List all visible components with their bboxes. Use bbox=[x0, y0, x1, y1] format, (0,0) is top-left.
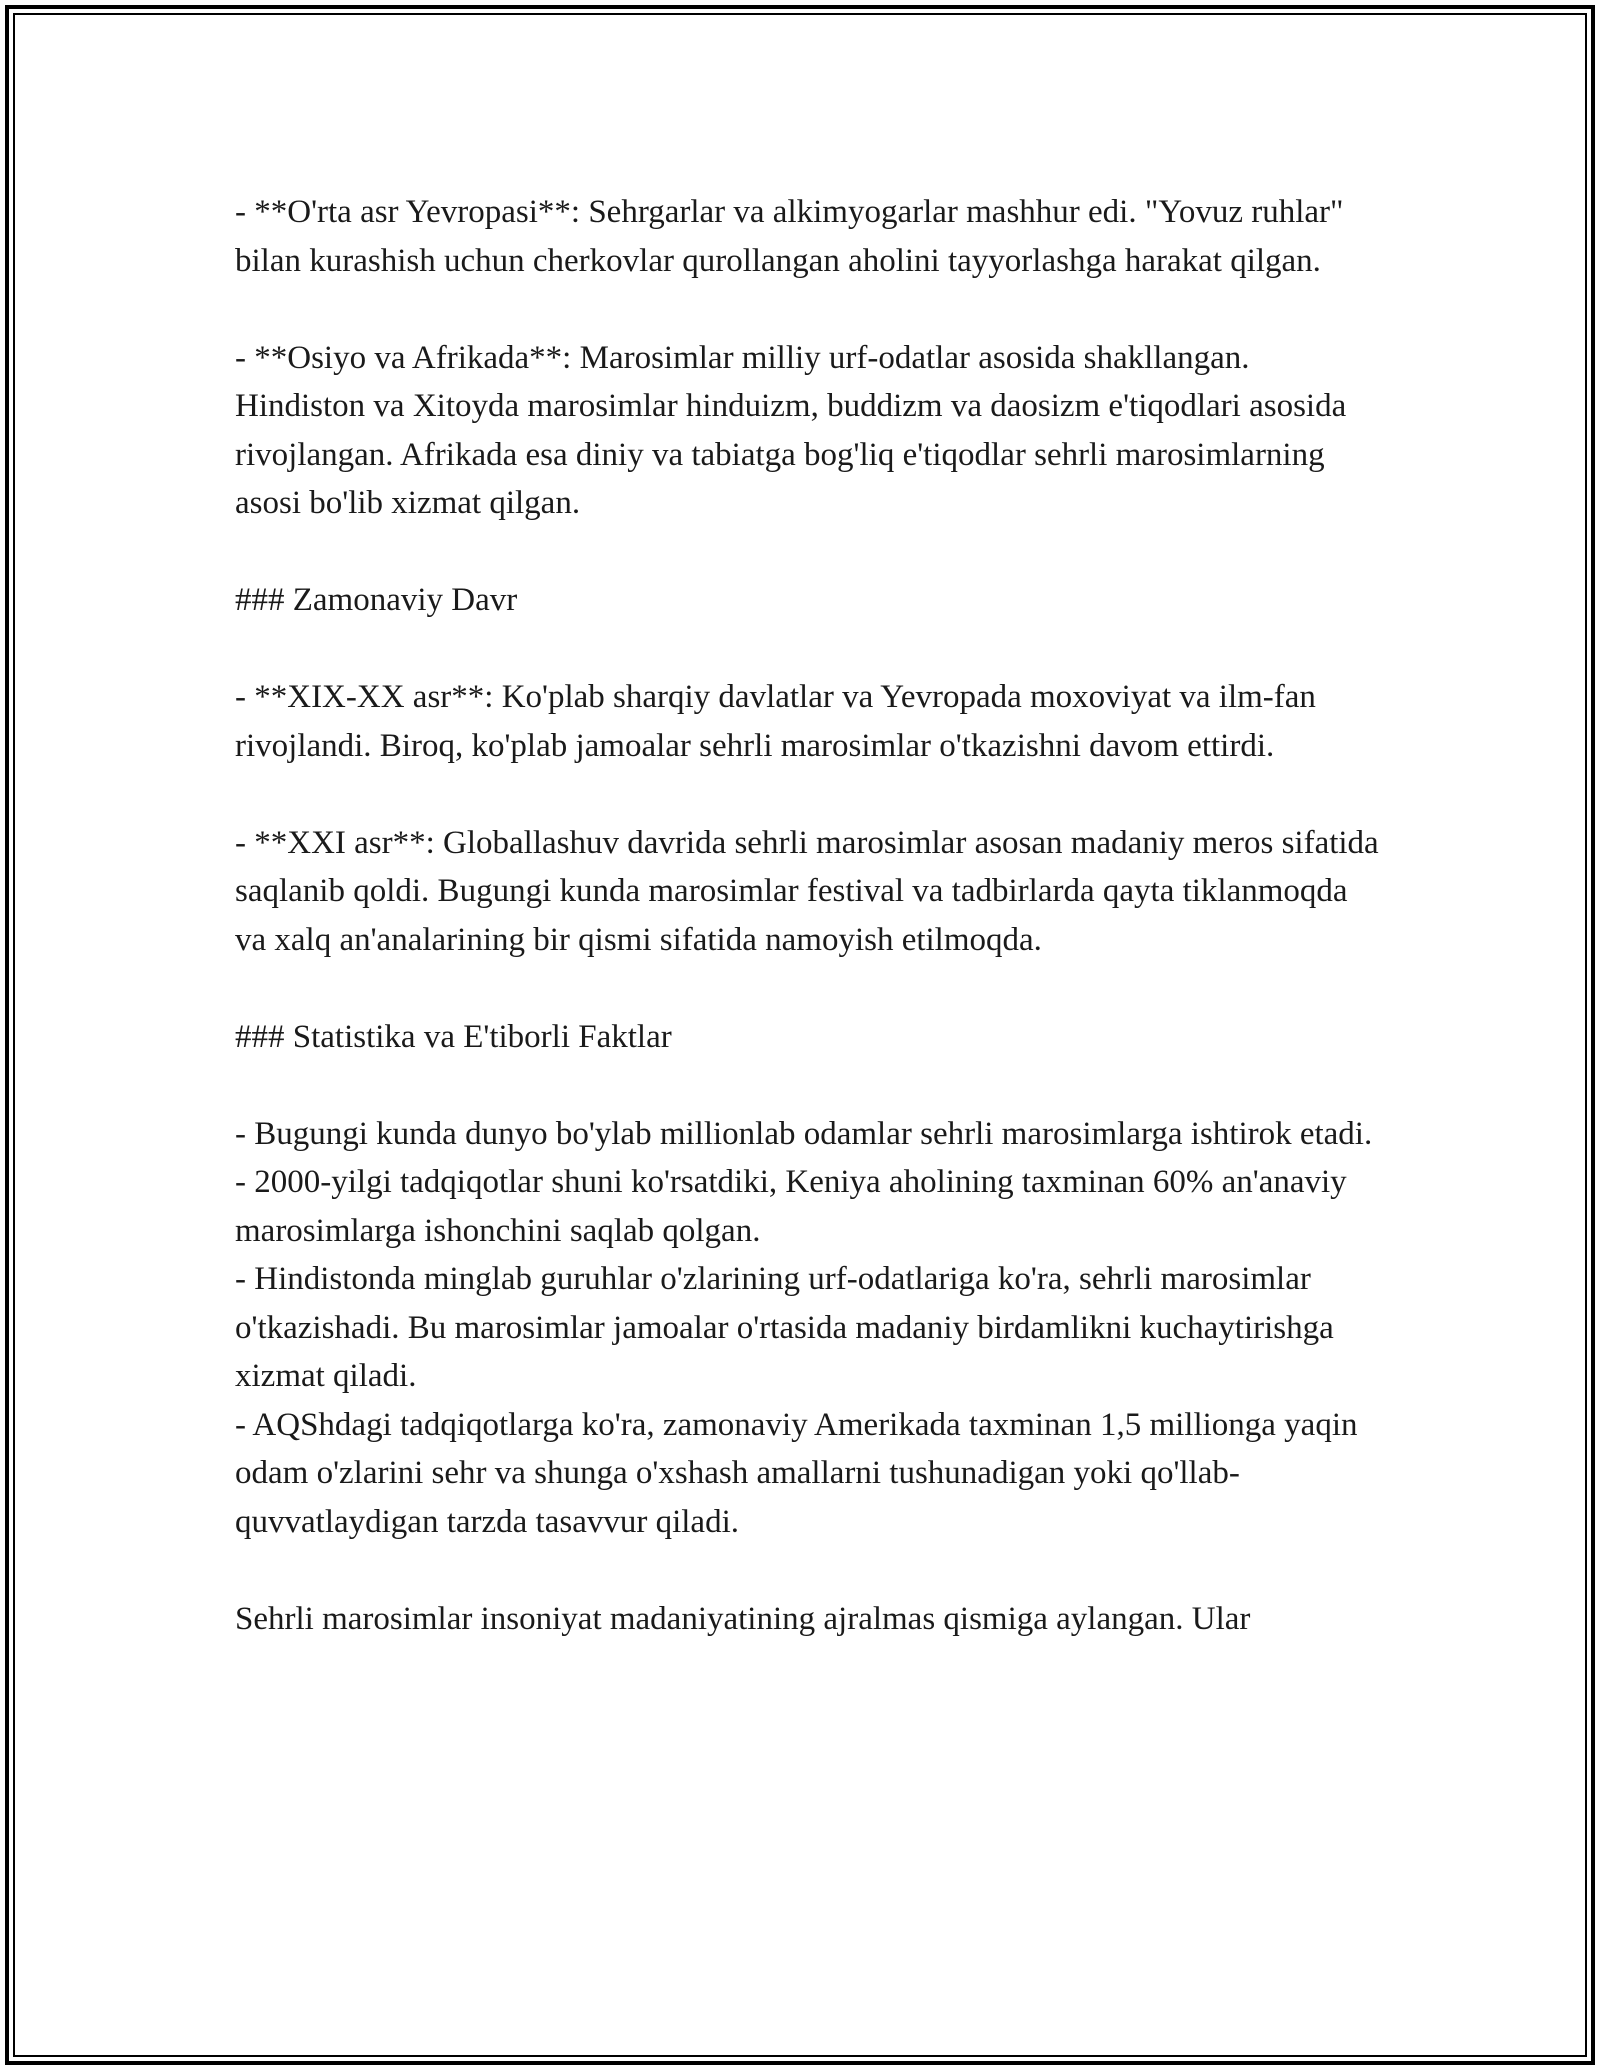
stats-list-item: - 2000-yilgi tadqiqotlar shuni ko'rsatdiki, Keniya aholining taxminan 60% an'anaviy marosimlarga ishonchini saqlab qolgan. bbox=[235, 1164, 1355, 1249]
paragraph-closing: Sehrli marosimlar insoniyat madaniyatining ajralmas qismiga aylangan. Ular bbox=[235, 1600, 1251, 1637]
stats-list-item: - Bugungi kunda dunyo bo'ylab millionlab odamlar sehrli marosimlarga ishtirok etadi. bbox=[235, 1115, 1373, 1152]
paragraph-asia-africa: - **Osiyo va Afrikada**: Marosimlar milliy urf-odatlar asosida shakllangan. Hindiston va Xitoyda marosimlar hinduizm, buddizm va daosizm e'tiqodlari asosida rivojlangan. Afrikada esa diniy va tabiatga bog'liq e'tiqodlar sehrli marosimlarning asosi bo'lib xizmat qilgan. bbox=[235, 339, 1355, 521]
paragraph-medieval-europe: - **O'rta asr Yevropasi**: Sehrgarlar va alkimyogarlar mashhur edi. "Yovuz ruhlar" bilan kurashish uchun cherkovlar qurollangan aholini tayyorlashga harakat qilgan. bbox=[235, 194, 1352, 279]
heading-statistics: ### Statistika va E'tiborli Faktlar bbox=[235, 1018, 672, 1055]
paragraph-gap bbox=[235, 625, 1385, 674]
paragraph-gap bbox=[235, 528, 1385, 577]
paragraph-gap bbox=[235, 285, 1385, 334]
paragraph-gap bbox=[235, 964, 1385, 1013]
stats-list-item: - AQShdagi tadqiqotlarga ko'ra, zamonaviy Amerikada taxminan 1,5 millionga yaqin odam o'zlarini sehr va shunga o'xshash amallarni tushunadigan yoki qo'llab-quvvatlaydigan tarzda tasavvur qiladi. bbox=[235, 1406, 1366, 1540]
paragraph-gap bbox=[235, 1061, 1385, 1110]
paragraph-gap bbox=[235, 1546, 1385, 1595]
paragraph-21-century: - **XXI asr**: Globallashuv davrida sehrli marosimlar asosan madaniy meros sifatida saqlanib qoldi. Bugungi kunda marosimlar festival va tadbirlarda qayta tiklanmoqda va xalq an'analarining bir qismi sifatida namoyish etilmoqda. bbox=[235, 824, 1387, 958]
paragraph-gap bbox=[235, 770, 1385, 819]
stats-list-item: - Hindistonda minglab guruhlar o'zlarining urf-odatlariga ko'ra, sehrli marosimlar o'tkazishadi. Bu marosimlar jamoalar o'rtasida madaniy birdamlikni kuchaytirishga xizmat qiladi. bbox=[235, 1261, 1343, 1394]
heading-modern-era: ### Zamonaviy Davr bbox=[235, 582, 518, 618]
document-body bbox=[235, 188, 1385, 1643]
paragraph-19-20-century: - **XIX-XX asr**: Ko'plab sharqiy davlatlar va Yevropada moxoviyat va ilm-fan rivojlandi. Biroq, ko'plab jamoalar sehrli marosimlar o'tkazishni davom ettirdi. bbox=[235, 679, 1325, 764]
